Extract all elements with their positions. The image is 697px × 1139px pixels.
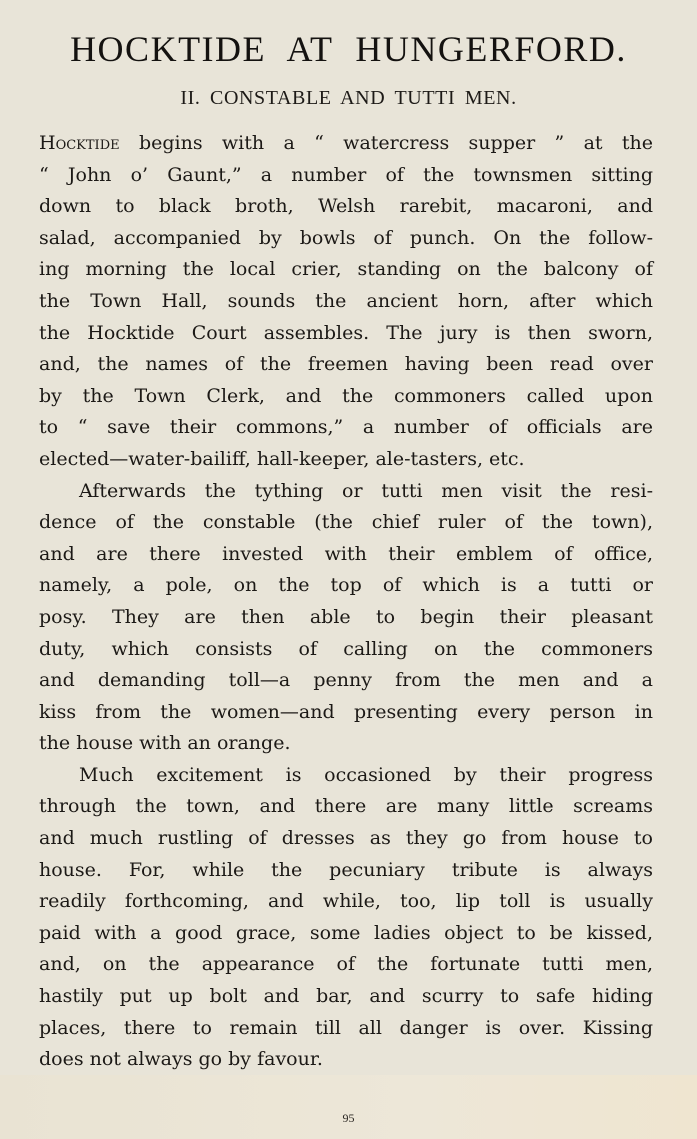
article-body bbox=[39, 128, 653, 1076]
text-line: duty, which consists of calling on the commoners bbox=[39, 637, 653, 660]
paragraph-2 bbox=[39, 476, 653, 760]
text-line: Hocktide begins with a “ watercress supper ” at the bbox=[39, 132, 653, 154]
text-line: through the town, and there are many little screams bbox=[39, 795, 653, 818]
text-line: and are there invested with their emblem of office, bbox=[39, 542, 653, 565]
text-line: places, there to remain till all danger is over. Kissing bbox=[39, 1016, 653, 1039]
text-line: the Hocktide Court assembles. The jury is then sworn, bbox=[39, 321, 653, 344]
text-line: paid with a good grace, some ladies object to be kissed, bbox=[39, 921, 653, 944]
text-line: Afterwards the tything or tutti men visit the resi- bbox=[79, 479, 653, 502]
text-line: does not always go by favour. bbox=[39, 1048, 323, 1071]
text-line: ing morning the local crier, standing on the balcony of bbox=[39, 258, 653, 281]
text-line: and, on the appearance of the fortunate tutti men, bbox=[39, 953, 653, 976]
text-line: readily forthcoming, and while, too, lip toll is usually bbox=[39, 890, 653, 913]
lead-word: Hocktide bbox=[39, 132, 120, 154]
text-line: hastily put up bolt and bar, and scurry to safe hiding bbox=[39, 985, 653, 1008]
text-line: and demanding toll—a penny from the men and a bbox=[39, 669, 653, 692]
text-line: Much excitement is occasioned by their progress bbox=[79, 763, 653, 786]
paragraph-1 bbox=[39, 128, 653, 476]
text-line: elected—water-bailiff, hall-keeper, ale-tasters, etc. bbox=[39, 447, 525, 470]
page-number: 95 bbox=[342, 1111, 355, 1125]
article-subtitle: II. CONSTABLE AND TUTTI MEN. bbox=[180, 87, 517, 109]
text-line: house. For, while the pecuniary tribute is always bbox=[39, 858, 653, 881]
text-line: “ John o’ Gaunt,” a number of the townsmen sitting bbox=[39, 163, 653, 186]
text-line: kiss from the women—and presenting every person in bbox=[39, 700, 653, 723]
text-line: dence of the constable (the chief ruler of the town), bbox=[39, 511, 653, 534]
text-line: down to black broth, Welsh rarebit, macaroni, and bbox=[39, 195, 653, 218]
text-line: to “ save their commons,” a number of officials are bbox=[39, 416, 653, 439]
text-line: the house with an orange. bbox=[39, 732, 291, 755]
text-line: and much rustling of dresses as they go from house to bbox=[39, 827, 653, 850]
text-line: posy. They are then able to begin their pleasant bbox=[39, 605, 653, 628]
text-line: and, the names of the freemen having been read over bbox=[39, 353, 653, 376]
text-line: by the Town Clerk, and the commoners called upon bbox=[39, 384, 653, 407]
text-line: salad, accompanied by bowls of punch. On the follow- bbox=[39, 226, 653, 249]
text-line: the Town Hall, sounds the ancient horn, after which bbox=[39, 289, 653, 312]
text-line: namely, a pole, on the top of which is a tutti or bbox=[39, 574, 653, 597]
paragraph-3 bbox=[39, 760, 653, 1076]
article-title: HOCKTIDE AT HUNGERFORD. bbox=[70, 29, 627, 69]
